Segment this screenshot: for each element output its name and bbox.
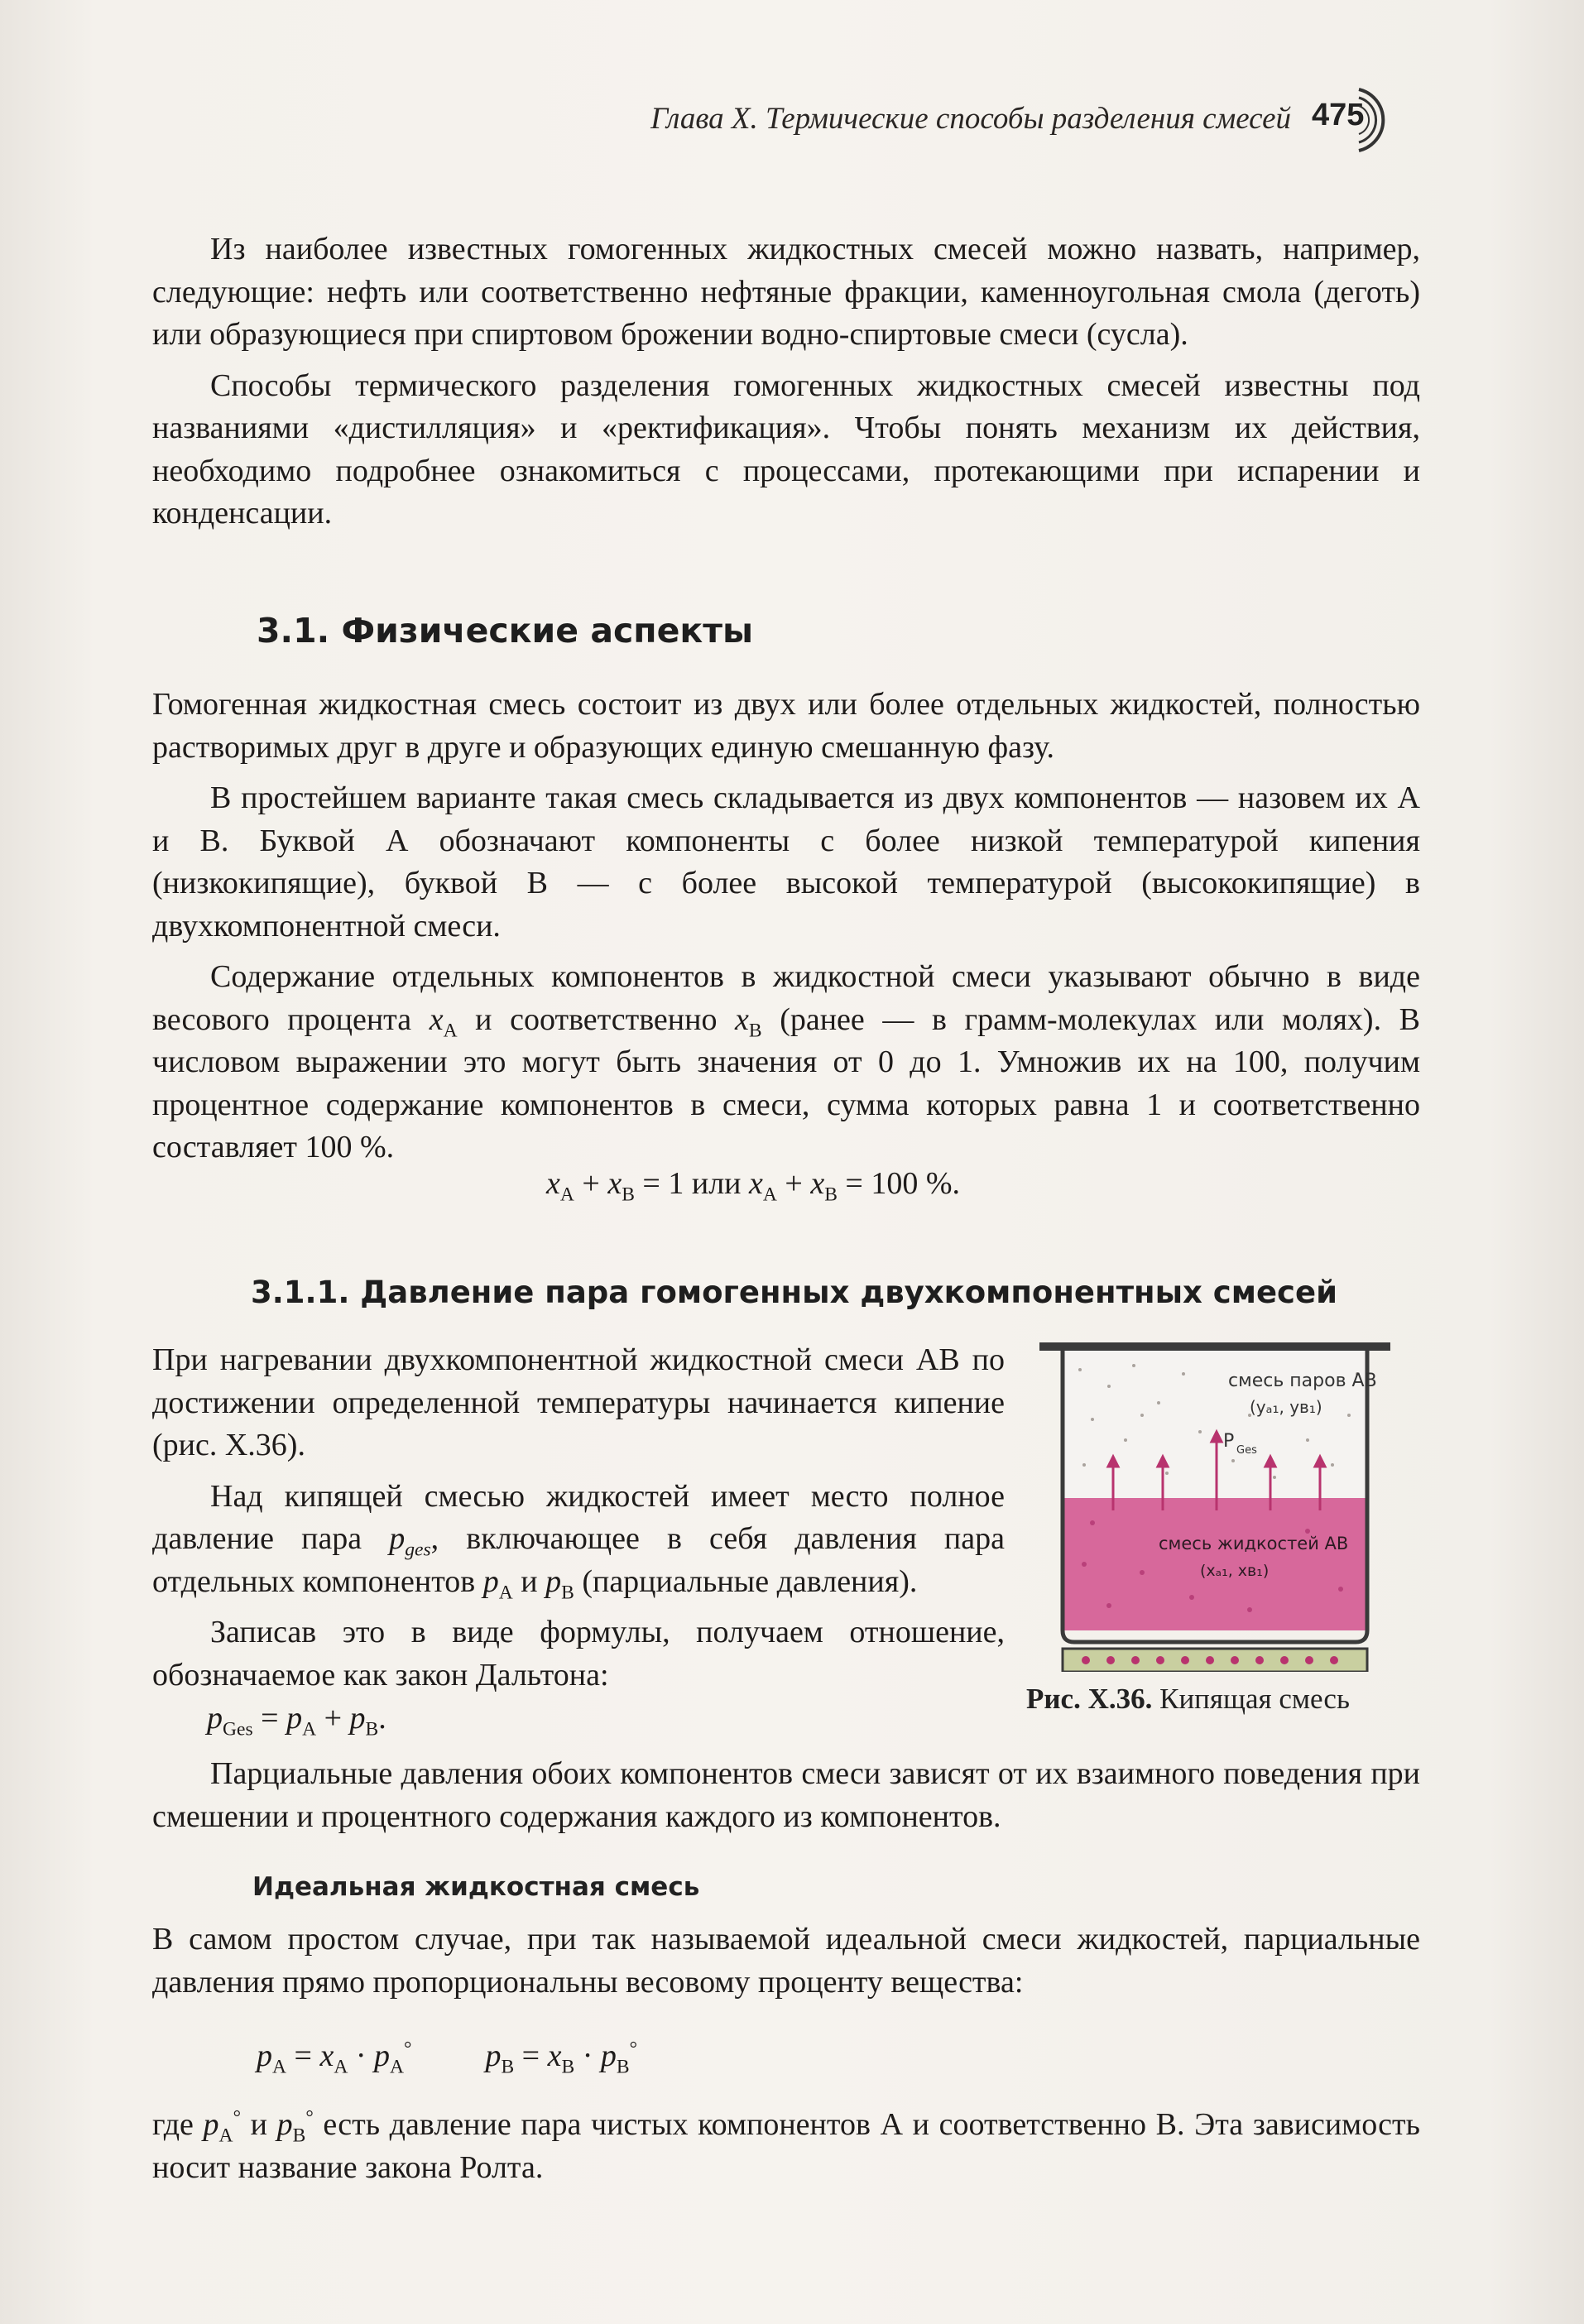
section-3-1-paragraph-2: В простейшем варианте такая смесь складывается из двух компонентов — назовем их А и В. Буквой А обозначают компоненты с более низкой температурой кипения (низкокипящие), буквой В — с более высокой температурой (высококипящие) в двухкомпонентной смеси. xyxy=(152,780,1420,944)
vapor-composition-label: (yₐ₁, yв₁) xyxy=(1250,1397,1322,1417)
section-heading-3-1-1: 3.1.1. Давление пара гомогенных двухкомпонентных смесей xyxy=(251,1275,1338,1310)
intro-text xyxy=(152,228,1420,535)
ideal-mixture-paragraph-2: где $p_A^\circ$ и $p_B^\circ$ есть давление пара чистых компонентов А и соответственно В. Эта зависимость носит название закона Ролта. xyxy=(152,2106,1420,2185)
section-3-1-paragraph-1: Гомогенная жидкостная смесь состоит из двух или более отдельных жидкостей, полностью растворимых друг в друге и образующих единую смешанную фазу. xyxy=(152,687,1420,765)
page-number-arc-icon xyxy=(1351,83,1400,157)
figure-boiling-mixture xyxy=(1034,1324,1399,1672)
formula-dalton: $p_{Ges} = p_A + p_B$. xyxy=(207,1701,386,1741)
section-3-1-1-paragraph-3: Записав это в виде формулы, получаем отношение, обозначаемое как закон Дальтона: xyxy=(152,1615,1005,1693)
section-3-1-1-paragraph-2: Над кипящей смесью жидкостей имеет место полное давление пара $p_{ges}$, включающее в себя давления пара отдельных компонентов $p_A$ и $p_B$ (парциальные давления). xyxy=(152,1478,1005,1604)
section-3-1-1-text xyxy=(152,1339,1005,1697)
formula-sum: $x_A + x_B = 1$ или $x_A + x_B = 100$ %. xyxy=(546,1166,961,1206)
section-3-1-1-paragraph-1: При нагревании двухкомпонентной жидкостной смеси АВ по достижении определенной температуры начинается кипение (рис. X.36). xyxy=(152,1342,1005,1462)
pressure-label: P xyxy=(1223,1431,1235,1452)
section-3-1-1-paragraph-4: Парциальные давления обоих компонентов смеси зависят от их взаимного поведения при смешении и процентного содержания каждого из компонентов. xyxy=(152,1756,1420,1834)
liquid-composition-label: (xₐ₁, xв₁) xyxy=(1200,1562,1270,1580)
liquid-label: смесь жидкостей АВ xyxy=(1159,1534,1349,1553)
section-3-1-1-text-2 xyxy=(152,1753,1420,1838)
subheading-ideal-mixture: Идеальная жидкостная смесь xyxy=(252,1872,700,1902)
intro-paragraph-2: Способы термического разделения гомогенных жидкостных смесей известны под названиями «дистилляция» и «ректификация». Чтобы понять механизм их действия, необходимо подробнее ознакомиться с процессами, протекающими при испарении и конденсации. xyxy=(152,367,1420,531)
page-number: 475 xyxy=(1312,98,1365,132)
vapor-label: смесь паров АВ xyxy=(1228,1371,1377,1391)
formula-raoult: $p_A = x_A \cdot p_A^\circ$ $p_B = x_B \cdot p_B^\circ$ xyxy=(257,2038,637,2078)
intro-paragraph-1: Из наиболее известных гомогенных жидкостных смесей можно назвать, например, следующие: нефть или соответственно нефтяные фракции, каменноугольная смола (деготь) или образующиеся при спиртовом брожении водно-спиртовые смеси (сусла). xyxy=(152,232,1420,352)
ideal-mixture-text-2 xyxy=(152,2104,1420,2189)
running-title: Глава X. Термические способы разделения смесей xyxy=(650,102,1291,136)
section-heading-3-1: 3.1. Физические аспекты xyxy=(257,611,754,651)
pressure-sub-label: Ges xyxy=(1236,1444,1257,1457)
ideal-mixture-paragraph-1: В самом простом случае, при так называемой идеальной смеси жидкостей, парциальные давления прямо пропорциональны весовому проценту вещества: xyxy=(152,1922,1420,2000)
ideal-mixture-text xyxy=(152,1918,1420,2004)
section-3-1-text xyxy=(152,684,1420,1169)
section-3-1-paragraph-3: Содержание отдельных компонентов в жидкостной смеси указывают обычно в виде весового процента $x_A$ и соответственно $x_B$ (ранее — в грамм-молекулах или молях). В числовом выражении это могут быть значения от 0 до 1. Умножив их на 100, получим процентное содержание компонентов в смеси, сумма которых равна 1 и соответственно составляет 100 %. xyxy=(152,959,1421,1164)
vessel-rim xyxy=(1039,1342,1390,1351)
figure-caption: Рис. X.36. Кипящая смесь xyxy=(1026,1683,1350,1715)
